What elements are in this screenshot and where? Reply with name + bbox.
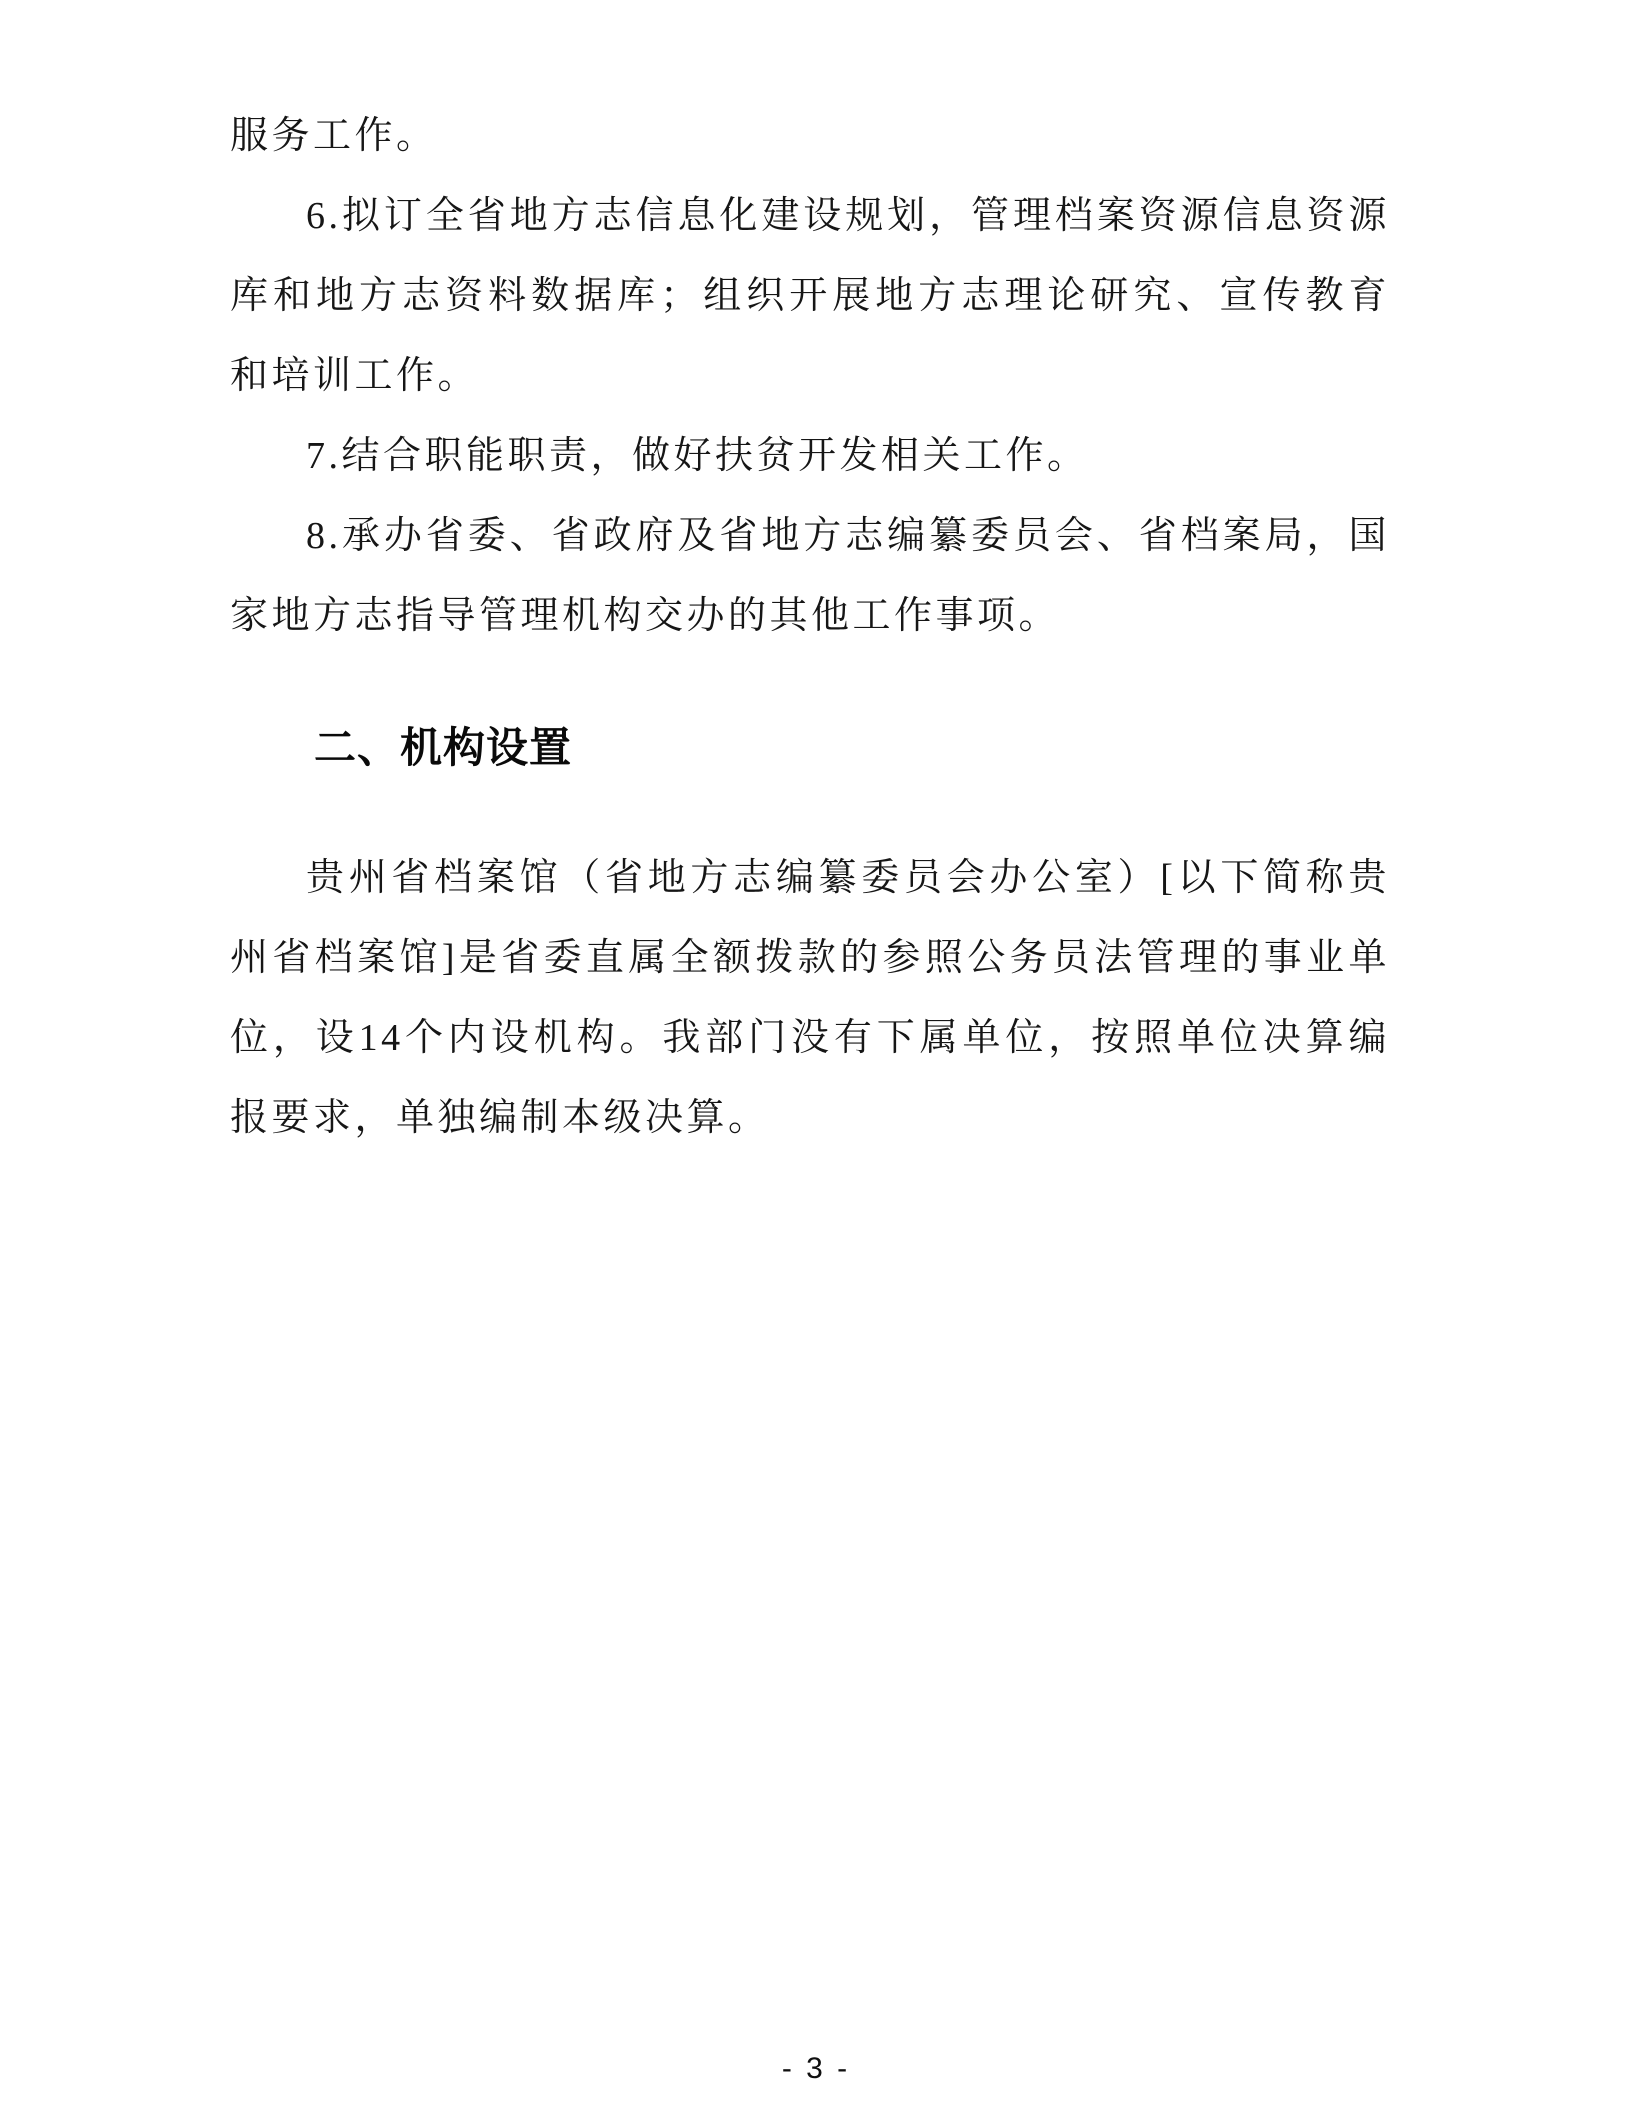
paragraph-item-7: 7.结合职能职责，做好扶贫开发相关工作。 — [306, 435, 1089, 477]
page-number: - 3 - — [781, 2052, 851, 2085]
section-heading-organization-setup: 二、机构设置 — [314, 724, 573, 771]
paragraph-item-6: 6.拟订全省地方志信息化建设规划，管理档案资源信息资源库和地方志资料数据库；组织开展地方志理论研究、宣传教育和培训工作。 — [230, 195, 1390, 397]
paragraph-continuation-service-work: 服务工作。 — [230, 115, 438, 157]
paragraph-organization-description: 贵州省档案馆（省地方志编纂委员会办公室）[以下简称贵州省档案馆]是省委直属全额拨款的参照公务员法管理的事业单位，设14个内设机构。我部门没有下属单位，按照单位决算编报要求，单独编制本级决算。 — [230, 857, 1390, 1139]
page-footer — [0, 2052, 1632, 2086]
document-body — [230, 96, 1390, 1158]
paragraph-item-8: 8.承办省委、省政府及省地方志编纂委员会、省档案局，国家地方志指导管理机构交办的其他工作事项。 — [230, 515, 1390, 637]
